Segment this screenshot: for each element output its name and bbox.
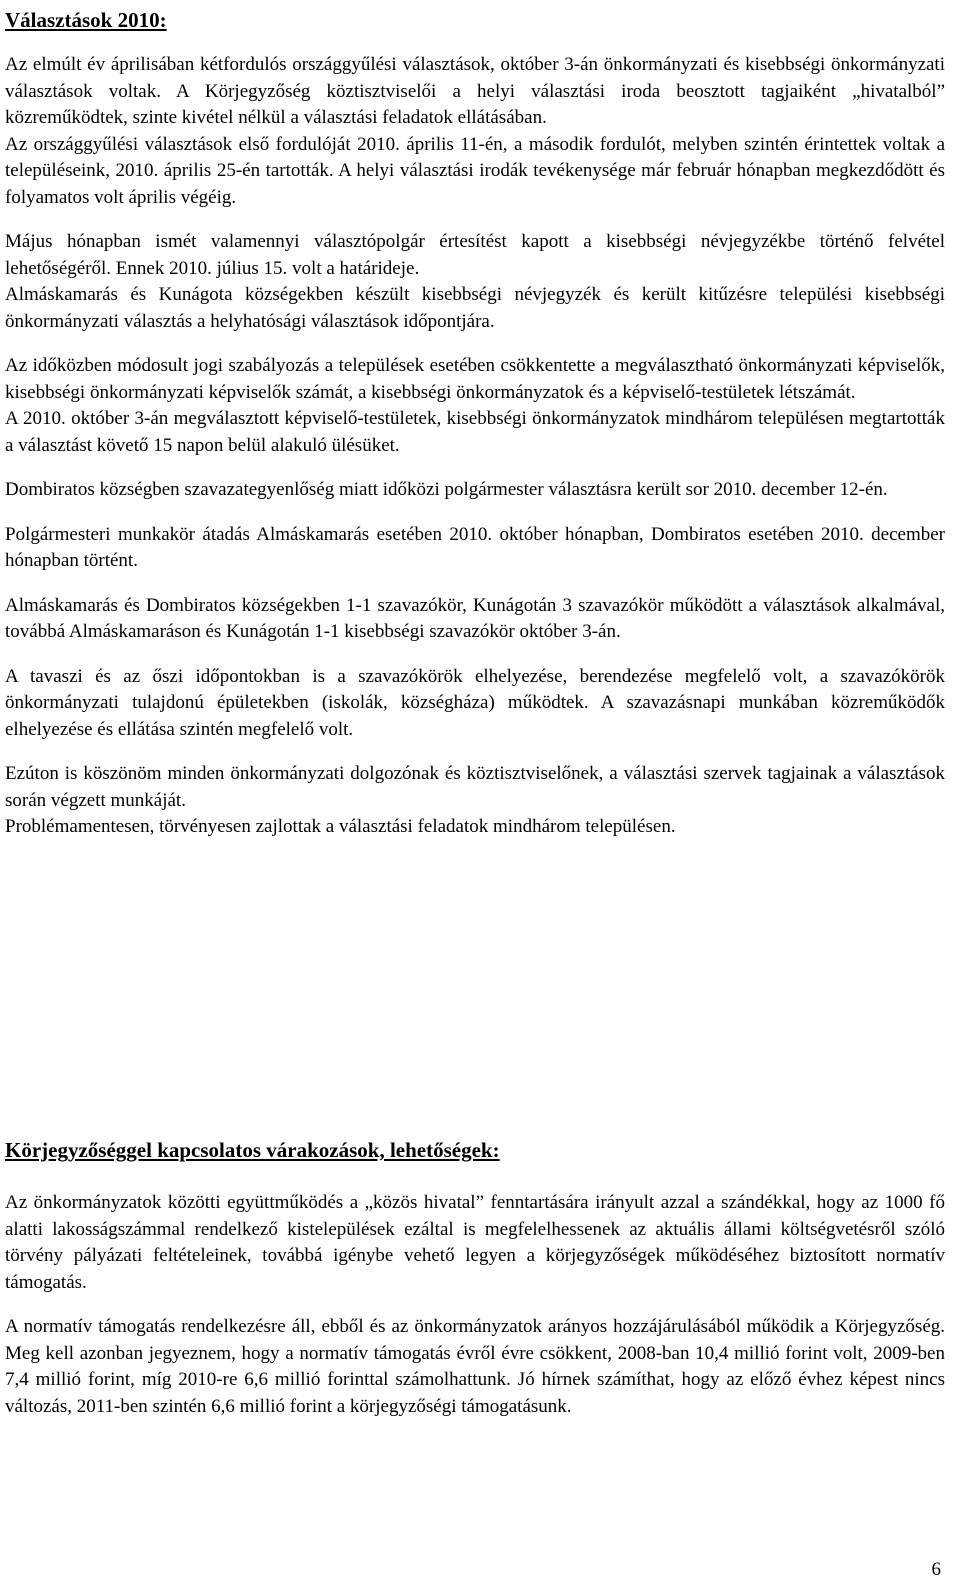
paragraph: A 2010. október 3-án megválasztott képviselő-testületek, kisebbségi önkormányzatok mindhárom településen megtartották a választást követő 15 napon belül alakuló ülésüket. <box>5 408 945 456</box>
section-body-notary-office <box>5 1190 945 1420</box>
paragraph: Május hónapban ismét valamennyi választópolgár értesítést kapott a kisebbségi névjegyzékbe történő felvétel lehetőségéről. Ennek 2010. július 15. volt a határideje. <box>5 231 945 279</box>
paragraph: A normatív támogatás rendelkezésre áll, ebből és az önkormányzatok arányos hozzájárulásából működik a Körjegyzőség. Meg kell azonban jegyeznem, hogy a normatív támogatás évről évre csökkent, 2008-ban 10,4 millió forint volt, 2009-ben 7,4 millió forint, míg 2010-re 6,6 millió forinttal számolhattunk. Jó hírnek számíthat, hogy az előző évhez képest nincs változás, 2011-ben szintén 6,6 millió forint a körjegyzőségi támogatásunk. <box>5 1316 945 1417</box>
paragraph-spacer <box>5 743 945 761</box>
paragraph: Ezúton is köszönöm minden önkormányzati dolgozónak és köztisztviselőnek, a választási szervek tagjainak a választások során végzett munkáját. <box>5 763 945 811</box>
paragraph: Az időközben módosult jogi szabályozás a települések esetében csökkentette a megválasztható önkormányzati képviselők, kisebbségi önkormányzati képviselők számát, a kisebbségi önkormányzatok és a képviselő-testületek létszámát. <box>5 355 945 403</box>
paragraph-spacer <box>5 575 945 593</box>
paragraph-spacer <box>5 459 945 477</box>
paragraph: A tavaszi és az őszi időpontokban is a szavazókörök elhelyezése, berendezése megfelelő volt, a szavazókörök önkormányzati tulajdonú épületekben (iskolák, községháza) működtek. A szavazásnapi munkában közreműködők elhelyezése és ellátása szintén megfelelő volt. <box>5 665 945 740</box>
paragraph-spacer <box>5 504 945 522</box>
paragraph: Almáskamarás és Dombiratos községekben 1-1 szavazókör, Kunágotán 3 szavazókör működött a választások alkalmával, továbbá Almáskamaráson és Kunágotán 1-1 kisebbségi szavazókör október 3-án. <box>5 594 945 642</box>
page-number: 6 <box>931 1559 941 1580</box>
section-body-elections <box>5 52 945 841</box>
paragraph-spacer <box>5 1296 945 1314</box>
paragraph-spacer <box>5 646 945 664</box>
paragraph: Az önkormányzatok közötti együttműködés a „közös hivatal” fenntartására irányult azzal a szándékkal, hogy az 1000 fő alatti lakosságszámmal rendelkező kistelepülések ezáltal is megfelelhessenek az aktuális állami költségvetésről szóló törvény pályázati feltételeinek, továbbá igénybe vehető legyen a körjegyzőségek működéséhez biztosított normatív támogatás. <box>5 1192 945 1293</box>
paragraph: Az országgyűlési választások első fordulóját 2010. április 11-én, a második fordulót, melyben szintén érintettek voltak a településeink, 2010. április 25-én tartották. A helyi választási irodák tevékenysége már február hónapban megkezdődött és folyamatos volt április végéig. <box>5 133 945 208</box>
section-title-notary-office: Körjegyzőséggel kapcsolatos várakozások, lehetőségek: <box>5 1138 500 1162</box>
paragraph-spacer <box>5 335 945 353</box>
paragraph: Dombiratos községben szavazategyenlőség miatt időközi polgármester választásra került sor 2010. december 12-én. <box>5 479 888 500</box>
paragraph-spacer <box>5 211 945 229</box>
paragraph: Problémamentesen, törvényesen zajlottak a választási feladatok mindhárom településen. <box>5 816 676 837</box>
paragraph: Polgármesteri munkakör átadás Almáskamarás esetében 2010. október hónapban, Dombiratos esetében 2010. december hónapban történt. <box>5 523 945 571</box>
section-title-elections: Választások 2010: <box>5 8 167 32</box>
paragraph: Az elmúlt év áprilisában kétfordulós országgyűlési választások, október 3-án önkormányzati és kisebbségi önkormányzati választások voltak. A Körjegyzőség köztisztviselői a helyi választási iroda beosztott tagjaiként „hivatalból” közreműködtek, szinte kivétel nélkül a választási feladatok ellátásában. <box>5 54 945 128</box>
paragraph: Almáskamarás és Kunágota községekben készült kisebbségi névjegyzék és került kitűzésre települési kisebbségi önkormányzati választás a helyhatósági választások időpontjára. <box>5 284 945 332</box>
